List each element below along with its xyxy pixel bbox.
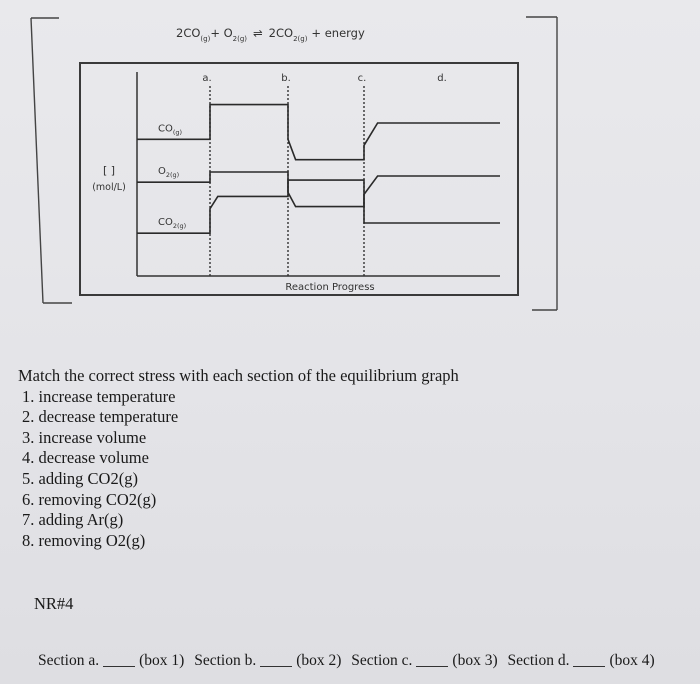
stress-option: 5. adding CO2(g) — [22, 468, 138, 488]
series-line-co — [137, 105, 500, 160]
y-axis-bracket-glyph: [ ] — [102, 164, 116, 177]
y-axis-unit: (mol/L) — [92, 182, 126, 193]
stress-option: 4. decrease volume — [22, 448, 149, 468]
outer-bracket-left — [31, 18, 72, 303]
problem-id: NR#4 — [34, 594, 74, 613]
section-label-b: b. — [281, 73, 291, 84]
question-prompt: Match the correct stress with each section of the equilibrium graph — [18, 366, 459, 385]
answer-section-c: Section c. (box 3) — [351, 652, 498, 669]
stress-options — [18, 387, 459, 552]
x-axis-label: Reaction Progress — [285, 282, 375, 293]
answer-section-b: Section b. (box 2) — [194, 652, 342, 669]
equilibrium-figure — [0, 0, 700, 330]
outer-bracket-right — [526, 17, 557, 310]
stress-option: 6. removing CO2(g) — [22, 489, 157, 509]
section-markers — [202, 73, 446, 276]
answer-section-d: Section d. (box 4) — [507, 652, 655, 669]
stress-option: 2. decrease temperature — [22, 407, 179, 427]
stress-option: 1. increase temperature — [22, 386, 176, 406]
answer-blank-d[interactable] — [573, 652, 605, 667]
series-lines — [137, 105, 500, 234]
answer-blank-a[interactable] — [103, 652, 135, 667]
chart-frame — [80, 63, 518, 295]
question-block — [18, 366, 459, 551]
stress-option: 8. removing O2(g) — [22, 530, 146, 550]
answer-blank-b[interactable] — [260, 652, 292, 667]
series-line-o2 — [137, 172, 500, 207]
series-label-o2: $O_{2(g)}$ — [158, 166, 180, 180]
section-label-c: c. — [357, 73, 367, 84]
series-label-co2: $CO_{2(g)}$ — [158, 217, 187, 231]
stress-option: 3. increase volume — [22, 427, 147, 447]
section-label-a: a. — [202, 73, 212, 84]
answer-row — [38, 652, 661, 670]
answer-section-a: Section a. (box 1) — [38, 652, 185, 669]
answer-blank-c[interactable] — [416, 652, 448, 667]
reaction-equation: $2CO_{(g)}+ O_{2(g)}$ ⇌ $2CO_{2(g)}$ + energy — [176, 26, 365, 43]
stress-option: 7. adding Ar(g) — [22, 510, 124, 530]
series-label-co: $CO_{(g)}$ — [158, 123, 183, 137]
section-label-d: d. — [437, 73, 447, 84]
